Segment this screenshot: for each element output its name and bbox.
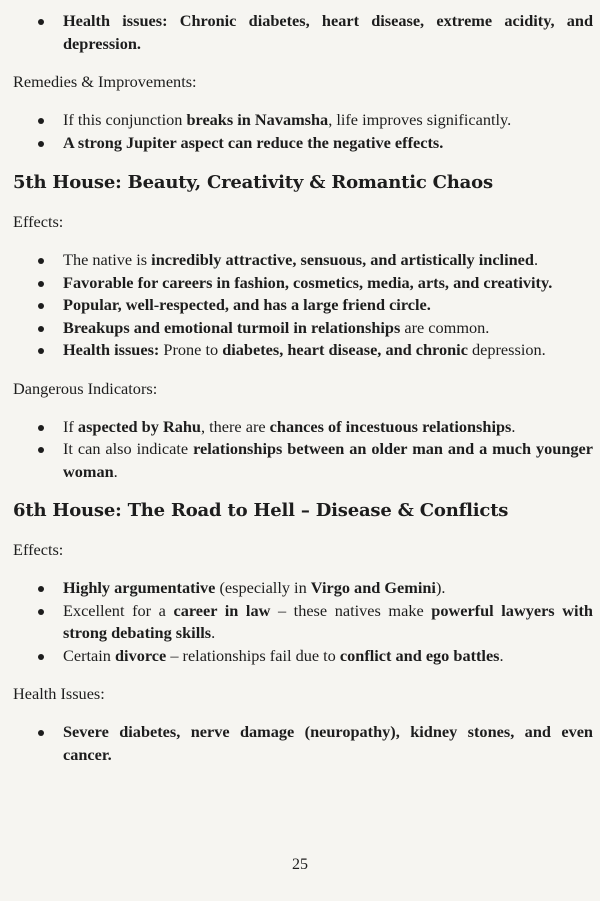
house6-effects-label: Effects: [13, 540, 64, 559]
list-item [13, 600, 593, 645]
text-run: Favorable for careers in fashion, cosmetics, media, arts, and creativity. [63, 272, 553, 292]
house5-effects-list [13, 249, 593, 362]
text-run: (especially in [215, 578, 311, 597]
remedies-list [13, 109, 593, 154]
house6-health-list [13, 721, 593, 766]
text-run: Popular, well-respected, and has a large friend circle. [63, 295, 431, 314]
text-run: Breakups and emotional turmoil in relationships [63, 317, 401, 337]
list-item [13, 109, 593, 132]
list-item [13, 721, 593, 766]
text-run: . [211, 623, 216, 642]
text-run: . [533, 250, 539, 269]
text-run: A strong Jupiter aspect can reduce the negative effects. [63, 132, 444, 152]
text-run: Health issues: [63, 340, 160, 359]
list-item [13, 272, 593, 295]
text-run: powerful lawyers with strong debating skills [63, 600, 593, 642]
text-run: . [499, 645, 504, 665]
list-item [13, 416, 593, 439]
text-run: Certain [63, 645, 115, 665]
text-run: aspected by Rahu [77, 416, 201, 436]
text-run: Highly argumentative [63, 578, 216, 597]
text-run: It can also indicate [63, 439, 194, 458]
list-item [13, 645, 593, 668]
text-run: conflict and ego battles [339, 645, 500, 665]
page-number: 25 [292, 856, 308, 873]
text-run: divorce [115, 645, 167, 665]
text-run: depression. [467, 340, 546, 359]
text-run: incredibly attractive, sensuous, and artistically inclined [151, 250, 534, 269]
house5-effects-label: Effects: [13, 212, 64, 231]
house6-title: 6th House: The Road to Hell – Disease & Conflicts [13, 500, 509, 521]
house6-health-label: Health Issues: [13, 684, 105, 703]
house5-title: 5th House: Beauty, Creativity & Romantic Chaos [13, 172, 493, 193]
list-item [13, 577, 593, 600]
list-item [13, 438, 593, 483]
text-run: – relationships fail due to [166, 645, 340, 665]
text-run: , there are [200, 416, 270, 436]
text-run: diabetes, heart disease, and chronic [222, 340, 468, 359]
text-run: ). [435, 578, 446, 597]
health-issues-list [13, 10, 593, 55]
list-item [13, 339, 593, 362]
house5-danger-label: Dangerous Indicators: [13, 378, 158, 398]
text-run: chances of incestuous relationships [269, 416, 512, 436]
text-run: Excellent for a [63, 600, 174, 620]
list-item [13, 317, 593, 340]
list-item [13, 132, 593, 155]
text-run: career in law [173, 600, 271, 620]
text-run: breaks in Navamsha [186, 110, 329, 129]
text-run: Severe diabetes, nerve damage (neuropathy), kidney stones, and even cancer. [63, 722, 593, 764]
text-run: Virgo and Gemini [310, 578, 436, 597]
text-run: are common. [400, 317, 490, 337]
list-item [13, 249, 593, 272]
health-issues-text: Health issues: Chronic diabetes, heart disease, extreme acidity, and depression. [63, 11, 593, 53]
house5-danger-list [13, 416, 593, 484]
list-item [13, 294, 593, 317]
text-run: , life improves significantly. [328, 110, 512, 129]
text-run: If this conjunction [63, 110, 187, 129]
text-run: . [511, 416, 516, 436]
remedies-label: Remedies & Improvements: [13, 72, 197, 91]
text-run: If [63, 416, 78, 436]
text-run: . [113, 461, 118, 481]
page-content [13, 10, 593, 766]
text-run: – these natives make [270, 600, 432, 620]
list-item [13, 10, 593, 55]
text-run: Prone to [159, 340, 223, 359]
text-run: The native is [63, 250, 152, 269]
text-run: relationships between an older man and a much younger woman [63, 439, 594, 481]
house6-effects-list [13, 577, 593, 667]
